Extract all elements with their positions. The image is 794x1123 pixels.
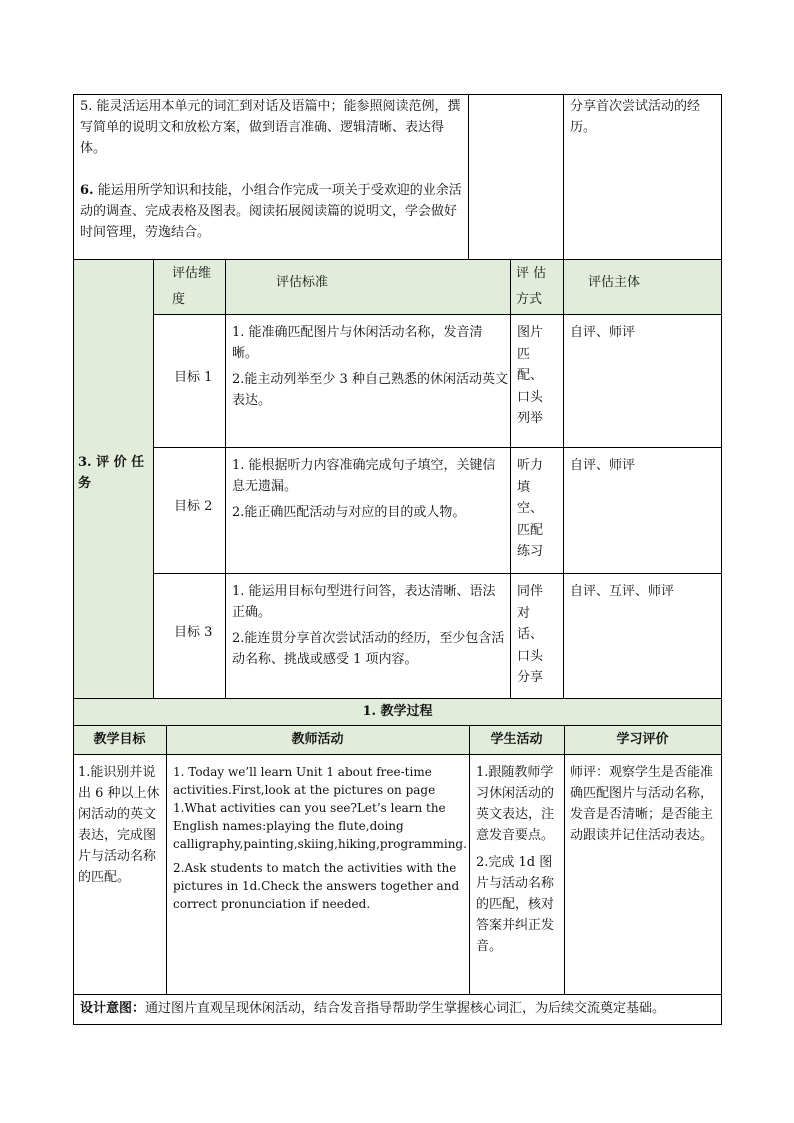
eval-row-2-subject: 自评、师评: [570, 458, 636, 473]
objective-item-6: [80, 180, 464, 243]
eval-row-2-dimension: 目标 2: [174, 499, 213, 514]
eval-row-3-dimension: 目标 3: [174, 625, 213, 640]
process-student-activity: 1.跟随教师学习休闲活动的英文表达，注意发音要点。 2.完成 1d 图片与活动名称的匹配，核对答案并纠正发音。: [476, 765, 555, 954]
process-goal-text: 1.能识别并说出 6 种以上休闲活动的英文表达，完成图片与活动名称的匹配。: [78, 765, 160, 885]
design-intent-label: 设计意图：: [80, 1001, 146, 1016]
eval-row-2-method: 听力填空、匹配练习: [517, 458, 544, 559]
eval-row-1-dimension: 目标 1: [174, 370, 213, 385]
eval-row-1-method: 图片匹配、口头列举: [517, 325, 544, 426]
process-header-student: 学生活动: [490, 732, 543, 747]
process-title: 1. 教学过程: [362, 704, 433, 719]
header-standard: 评估标准: [276, 275, 329, 290]
eval-row-2-standard: 1. 能根据听力内容准确完成句子填空，关键信息无遗漏。 2.能正确匹配活动与对应的目的或人物。: [232, 458, 496, 520]
process-assessment-text: 师评：观察学生是否能准确匹配图片与活动名称，发音是否清晰；是否能主动跟读并记住活动表达。: [570, 765, 714, 843]
eval-row-1-subject: 自评、师评: [570, 325, 636, 340]
header-dimension: 评估维度: [172, 266, 212, 307]
objective-right-text: 分享首次尝试活动的经历。: [570, 99, 701, 135]
design-intent: [80, 998, 720, 1019]
process-header-goal: 教学目标: [93, 732, 146, 747]
process-teacher-activity: 1. Today we’ll learn Unit 1 about free-time activities.First,look at the pictures on page 1.What activities can you see?Let’s learn the English names:playing the flute,doing calligraphy,painting,skiing,hiking,programming. 2.Ask students to match the activities with the pictures in 1d.Check the answers together and correct pronunciation if needed.: [173, 765, 467, 911]
header-method: 评 估 方式: [516, 266, 547, 307]
eval-row-3-standard: 1. 能运用目标句型进行问答，表达清晰、语法正确。 2.能连贯分享首次尝试活动的经历，至少包含活动名称、挑战或感受 1 项内容。: [232, 584, 505, 667]
eval-row-3-method: 同伴对话、口头分享: [517, 584, 544, 685]
eval-row-3-subject: 自评、互评、师评: [570, 584, 675, 599]
objective-item-5: 5. 能灵活运用本单元的词汇到对话及语篇中；能参照阅读范例，撰写简单的说明文和放松方案，做到语言准确、逻辑清晰、表达得体。: [80, 99, 461, 156]
eval-section-label: 3. 评 价 任 务: [78, 455, 145, 491]
process-header-assessment: 学习评价: [616, 732, 669, 747]
objective-item-6-text: 能运用所学知识和技能，小组合作完成一项关于受欢迎的业余活动的调查、完成表格及图表。阅读拓展阅读篇的说明文，学会做好时间管理，劳逸结合。: [80, 183, 462, 240]
process-header-teacher: 教师活动: [291, 732, 344, 747]
design-intent-text: 通过图片直观呈现休闲活动，结合发音指导帮助学生掌握核心词汇，为后续交流奠定基础。: [145, 1001, 666, 1016]
header-subject: 评估主体: [588, 275, 641, 290]
eval-row-1-standard: 1. 能准确匹配图片与休闲活动名称，发音清晰。 2.能主动列举至少 3 种自己熟悉的休闲活动英文表达。: [232, 325, 508, 408]
objective-item-6-number: 6.: [80, 183, 94, 198]
